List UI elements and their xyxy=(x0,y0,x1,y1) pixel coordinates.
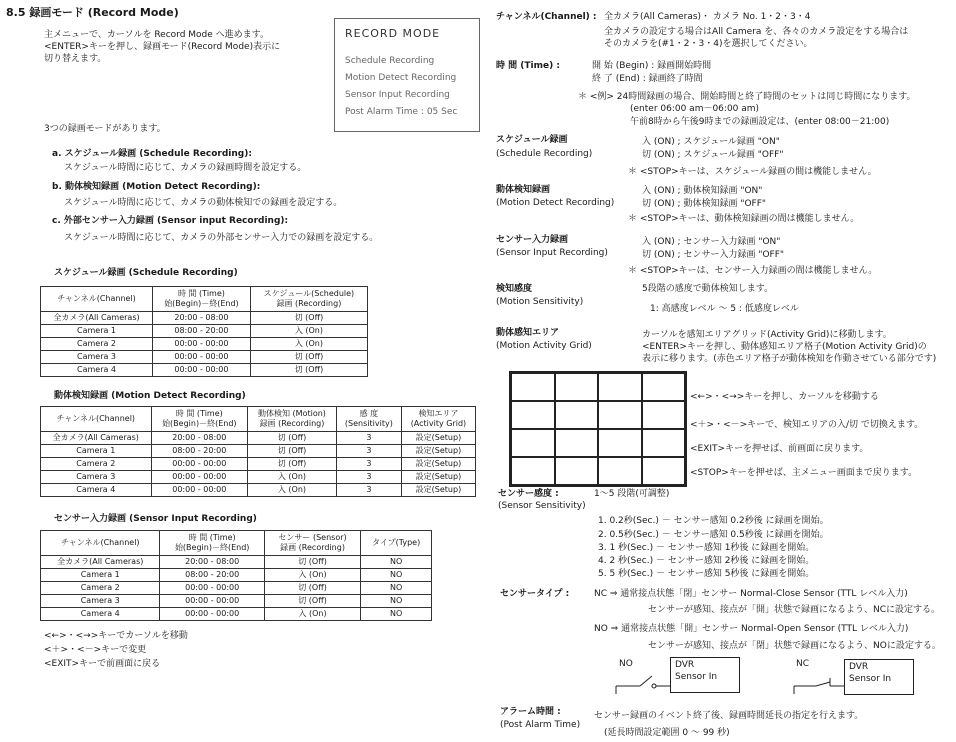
sensor-on: 入 (ON) ; センサー入力録画 "ON" xyxy=(642,237,781,247)
col-motion: 動体検知 (Motion) 録画 (Recording) xyxy=(248,407,337,432)
table-cell: 入 (On) xyxy=(264,569,360,582)
table-cell: Camera 3 xyxy=(41,595,160,608)
table-cell: 入 (On) xyxy=(248,484,337,497)
sensitivity-label-en: (Motion Sensitivity) xyxy=(496,297,584,307)
table-motion xyxy=(40,406,476,497)
channel-note-2: そのカメラを(#1・2・3・4)を選択してください。 xyxy=(604,39,813,49)
grid-cell xyxy=(642,401,686,429)
channel-value: 全カメラ(All Cameras)・ カメラ No. 1・2・3・4 xyxy=(604,12,811,22)
time-example-2: (enter 06:00 am－06:00 am) xyxy=(630,104,760,114)
dvr-label: DVR xyxy=(675,660,695,670)
section-title: 8.5 録画モード (Record Mode) xyxy=(6,6,179,19)
time-example-1: ＊ <例> 24時間録画の場合、開始時間と終了時間のセットは同じ時間になります。 xyxy=(578,92,916,102)
table-cell: 入 (On) xyxy=(250,325,367,338)
footer-line-3: <EXIT>キーで前画面に戻る xyxy=(44,659,161,669)
table-row xyxy=(41,325,368,338)
mode-a-head: a. スケジュール録画 (Schedule Recording): xyxy=(52,149,252,159)
table-cell: 00:00 - 00:00 xyxy=(151,471,248,484)
sensor-sens-item: 3. 1 秒(Sec.) － センサー感知 1秒後 に録画を開始。 xyxy=(598,543,815,553)
intro-line-1: 主メニューで、カーソルを Record Mode へ進めます。 xyxy=(44,30,269,40)
channel-note-1: 全カメラの設定する場合はAll Camera を、各々のカメラ設定をする場合は xyxy=(604,27,909,37)
switch-nc-icon xyxy=(792,668,844,694)
menu-item-post-alarm: Post Alarm Time : 05 Sec xyxy=(345,107,458,117)
col-time: 時 間 (Time) 始(Begin)－終(End) xyxy=(160,531,264,556)
table-cell: 切 (Off) xyxy=(250,351,367,364)
mode-c-head: c. 外部センサー入力録画 (Sensor input Recording): xyxy=(52,216,289,226)
area-desc-3: 表示に移ります。(赤色エリア格子が動体検知を作動させている部分です) xyxy=(642,354,937,364)
table-cell: 切 (Off) xyxy=(250,364,367,377)
table-row xyxy=(41,556,432,569)
col-schedule: スケジュール(Schedule) 録画 (Recording) xyxy=(250,287,367,312)
menu-item-schedule: Schedule Recording xyxy=(345,56,435,66)
schedule-off: 切 (ON) ; スケジュール録画 "OFF" xyxy=(642,150,784,160)
table-cell: NO xyxy=(361,608,432,621)
table-cell: 00:00 - 00:00 xyxy=(151,458,248,471)
grid-cell xyxy=(555,429,599,457)
mode-b-desc: スケジュール時間に応じて、カメラの動体検知での録画を設定する。 xyxy=(64,198,343,208)
table-sensor xyxy=(40,530,432,621)
table-cell: 3 xyxy=(336,445,401,458)
table-cell: 入 (On) xyxy=(250,338,367,351)
grid-cell xyxy=(511,429,555,457)
table-row xyxy=(41,582,432,595)
time-begin: 開 始 (Begin) : 録画開始時間 xyxy=(592,61,712,71)
alarm-label: アラーム時間 : xyxy=(500,707,561,717)
table-row xyxy=(41,458,476,471)
alarm-range: (延長時間設定範囲 0 ～ 99 秒) xyxy=(604,728,730,738)
sensitivity-label: 検知感度 xyxy=(496,284,533,294)
sensor-off: 切 (ON) ; センサー入力録画 "OFF" xyxy=(642,250,785,260)
motion-off: 切 (ON) ; 動体検知録画 "OFF" xyxy=(642,199,767,209)
sensor-type-label: センサータイプ : xyxy=(500,589,570,599)
table-cell: 切 (Off) xyxy=(248,458,337,471)
table-cell: 08:00 - 20:00 xyxy=(153,325,251,338)
area-desc-1: カーソルを感知エリアグリッド(Activity Grid)に移動します。 xyxy=(642,330,892,340)
table-motion-title: 動体検知録画 (Motion Detect Recording) xyxy=(54,391,246,401)
mode-a-desc: スケジュール時間に応じて、カメラの録画時間を設定する。 xyxy=(64,163,307,173)
table-cell: NO xyxy=(361,582,432,595)
sensitivity-desc: 5段階の感度で動体検知します。 xyxy=(642,284,774,294)
sensor-sens-item: 1. 0.2秒(Sec.) － センサー感知 0.2秒後 に録画を開始。 xyxy=(598,516,829,526)
table-cell: NO xyxy=(361,569,432,582)
table-row xyxy=(41,364,368,377)
dvr-label: DVR xyxy=(849,662,869,672)
sensor-type-no-desc: センサーが感知、接点が「閉」状態で録画になるよう、NOに設定する。 xyxy=(648,641,941,651)
area-label: 動体感知エリア xyxy=(496,328,560,338)
sensor-sens-label: センサー感度 : xyxy=(498,489,559,499)
table-sensor-title: センサー入力録画 (Sensor Input Recording) xyxy=(54,514,257,524)
table-row xyxy=(41,608,432,621)
grid-cell xyxy=(642,373,686,401)
sensor-in-label: Sensor In xyxy=(675,671,718,682)
motion-label-en: (Motion Detect Recording) xyxy=(496,198,615,208)
diagram-label-no: NO xyxy=(619,659,633,669)
table-cell: 00:00 - 00:00 xyxy=(160,582,264,595)
grid-cell xyxy=(555,373,599,401)
dvr-box-2 xyxy=(844,659,914,695)
col-channel: チャンネル(Channel) xyxy=(41,407,152,432)
grid-cell xyxy=(598,401,642,429)
table-cell: 切 (Off) xyxy=(248,445,337,458)
table-cell: 切 (Off) xyxy=(264,582,360,595)
table-cell: 全カメラ(All Cameras) xyxy=(41,556,160,569)
table-cell: Camera 2 xyxy=(41,458,152,471)
table-cell: 08:00 - 20:00 xyxy=(151,445,248,458)
table-cell: Camera 2 xyxy=(41,338,153,351)
motion-on: 入 (ON) ; 動体検知録画 "ON" xyxy=(642,186,763,196)
table-cell: 00:00 - 00:00 xyxy=(153,351,251,364)
table-cell: 切 (Off) xyxy=(264,556,360,569)
grid-note-1: <←>・<→>キーを押し、カーソルを移動する xyxy=(690,392,879,402)
grid-cell xyxy=(642,429,686,457)
grid-note-2: <＋>・<－>キーで、検知エリアの入/切 で切換えます。 xyxy=(690,420,924,430)
table-cell: 20:00 - 08:00 xyxy=(153,312,251,325)
table-cell: 20:00 - 08:00 xyxy=(160,556,264,569)
table-cell: 20:00 - 08:00 xyxy=(151,432,248,445)
grid-cell xyxy=(511,373,555,401)
table-cell: Camera 3 xyxy=(41,471,152,484)
table-cell: Camera 1 xyxy=(41,325,153,338)
grid-cell xyxy=(511,457,555,485)
col-sensor: センサー (Sensor) 録画 (Recording) xyxy=(264,531,360,556)
table-cell: NO xyxy=(361,595,432,608)
table-cell: 設定(Setup) xyxy=(401,445,475,458)
table-cell: Camera 3 xyxy=(41,351,153,364)
table-cell: 3 xyxy=(336,471,401,484)
table-row xyxy=(41,569,432,582)
motion-note: ＊ <STOP>キーは、動体検知録画の間は機能しません。 xyxy=(628,214,860,224)
table-cell: 00:00 - 00:00 xyxy=(160,608,264,621)
table-cell: Camera 4 xyxy=(41,608,160,621)
time-label: 時 間 (Time) : xyxy=(496,61,560,71)
col-sensitivity: 感 度 (Sensitivity) xyxy=(336,407,401,432)
table-cell: Camera 4 xyxy=(41,364,153,377)
table-schedule xyxy=(40,286,368,377)
diagram-label-nc: NC xyxy=(796,659,810,669)
sensor-in-label: Sensor In xyxy=(849,673,892,684)
mode-c-desc: スケジュール時間に応じて、カメラの外部センサー入力での録画を設定する。 xyxy=(64,233,379,243)
table-cell: 00:00 - 00:00 xyxy=(153,364,251,377)
activity-grid xyxy=(509,371,687,487)
col-time: 時 間 (Time) 始(Begin)－終(End) xyxy=(151,407,248,432)
sensor-sens-item: 2. 0.5秒(Sec.) － センサー感知 0.5秒後 に録画を開始。 xyxy=(598,530,829,540)
sensor-label: センサー入力録画 xyxy=(496,235,569,245)
schedule-label-en: (Schedule Recording) xyxy=(496,149,593,159)
table-cell: 入 (On) xyxy=(264,608,360,621)
menu-item-motion: Motion Detect Recording xyxy=(345,73,457,83)
col-channel: チャンネル(Channel) xyxy=(41,531,160,556)
table-row xyxy=(41,471,476,484)
motion-label: 動体検知録画 xyxy=(496,185,551,195)
col-activity-grid: 検知エリア (Activity Grid) xyxy=(401,407,475,432)
table-cell: 08:00 - 20:00 xyxy=(160,569,264,582)
sensor-sens-item: 4. 2 秒(Sec.) － センサー感知 2秒後 に録画を開始。 xyxy=(598,556,815,566)
col-type: タイプ(Type) xyxy=(361,531,432,556)
modes-intro: 3つの録画モードがあります。 xyxy=(44,124,166,134)
grid-cell xyxy=(598,457,642,485)
area-label-en: (Motion Activity Grid) xyxy=(496,341,592,351)
table-cell: 設定(Setup) xyxy=(401,458,475,471)
table-cell: 切 (Off) xyxy=(264,595,360,608)
sensor-sens-label-en: (Sensor Sensitivity) xyxy=(498,501,586,511)
schedule-label: スケジュール録画 xyxy=(496,135,568,145)
table-cell: 切 (Off) xyxy=(250,312,367,325)
table-cell: 設定(Setup) xyxy=(401,432,475,445)
grid-cell xyxy=(555,401,599,429)
record-mode-menu-box xyxy=(334,18,480,132)
time-end: 終 了 (End) : 録画終了時間 xyxy=(592,74,703,84)
sensor-sens-range: 1～5 段階(可調整) xyxy=(594,489,670,499)
area-desc-2: <ENTER>キーを押し、動体感知エリア格子(Motion Activity Grid)の xyxy=(642,342,927,352)
table-cell: 入 (On) xyxy=(248,471,337,484)
table-row xyxy=(41,432,476,445)
table-row xyxy=(41,484,476,497)
grid-cell xyxy=(642,457,686,485)
intro-line-2: <ENTER>キーを押し、録画モード(Record Mode)表示に xyxy=(44,42,281,52)
mode-b-head: b. 動体検知録画 (Motion Detect Recording): xyxy=(52,182,261,192)
table-cell: 設定(Setup) xyxy=(401,484,475,497)
switch-no-icon xyxy=(614,668,670,694)
grid-cell xyxy=(598,429,642,457)
table-cell: NO xyxy=(361,556,432,569)
sensor-sens-item: 5. 5 秒(Sec.) － センサー感知 5秒後 に録画を開始。 xyxy=(598,569,815,579)
dvr-box-1 xyxy=(670,657,740,693)
menu-item-sensor: Sensor Input Recording xyxy=(345,90,450,100)
schedule-note: ＊ <STOP>キーは、スケジュール録画の間は機能しません。 xyxy=(628,167,877,177)
alarm-label-en: (Post Alarm Time) xyxy=(500,720,581,730)
alarm-desc: センサー録画のイベント終了後、録画時間延長の指定を行えます。 xyxy=(594,711,864,721)
sensitivity-levels: 1: 高感度レベル ～ 5 : 低感度レベル xyxy=(650,304,799,314)
channel-label: チャンネル(Channel) : xyxy=(496,12,597,22)
table-cell: 00:00 - 00:00 xyxy=(151,484,248,497)
table-row xyxy=(41,445,476,458)
schedule-on: 入 (ON) ; スケジュール録画 "ON" xyxy=(642,137,780,147)
grid-cell xyxy=(555,457,599,485)
sensor-type-nc: NC ⇒ 通常接点状態「閉」センサー Normal-Close Sensor (TTL レベル入力) xyxy=(594,589,908,599)
grid-cell xyxy=(598,373,642,401)
table-cell: Camera 1 xyxy=(41,445,152,458)
table-row xyxy=(41,595,432,608)
table-cell: 切 (Off) xyxy=(248,432,337,445)
table-cell: 全カメラ(All Cameras) xyxy=(41,312,153,325)
table-cell: 3 xyxy=(336,432,401,445)
table-cell: Camera 2 xyxy=(41,582,160,595)
grid-note-4: <STOP>キーを押せば、主メニュー画面まで戻ります。 xyxy=(690,468,918,478)
col-channel: チャンネル(Channel) xyxy=(41,287,153,312)
table-cell: 3 xyxy=(336,458,401,471)
intro-line-3: 切り替えます。 xyxy=(44,54,107,64)
time-example-3: 午前8時から午後9時までの録画設定は、(enter 08:00－21:00) xyxy=(630,117,890,127)
table-cell: 全カメラ(All Cameras) xyxy=(41,432,152,445)
grid-note-3: <EXIT>キーを押せば、前画面に戻ります。 xyxy=(690,444,869,454)
menu-title: RECORD MODE xyxy=(345,27,441,40)
footer-line-1: <←>・<→>キーでカーソルを移動 xyxy=(44,631,188,641)
table-cell: 3 xyxy=(336,484,401,497)
table-cell: 設定(Setup) xyxy=(401,471,475,484)
table-row xyxy=(41,312,368,325)
grid-cell xyxy=(511,401,555,429)
table-cell: Camera 1 xyxy=(41,569,160,582)
sensor-type-no: NO ⇒ 通常接点状態「開」センサー Normal-Open Sensor (TTL レベル入力) xyxy=(594,624,909,634)
table-row xyxy=(41,338,368,351)
footer-line-2: <＋>・<－>キーで変更 xyxy=(44,645,147,655)
col-time: 時 間 (Time) 始(Begin)－終(End) xyxy=(153,287,251,312)
sensor-label-en: (Sensor Input Recording) xyxy=(496,248,608,258)
table-schedule-title: スケジュール録画 (Schedule Recording) xyxy=(54,268,238,278)
table-cell: Camera 4 xyxy=(41,484,152,497)
sensor-type-nc-desc: センサーが感知、接点が「開」状態で録画になるよう、NCに設定する。 xyxy=(648,605,941,615)
table-row xyxy=(41,351,368,364)
table-cell: 00:00 - 00:00 xyxy=(153,338,251,351)
table-cell: 00:00 - 00:00 xyxy=(160,595,264,608)
sensor-note: ＊ <STOP>キーは、センサー入力録画の間は機能しません。 xyxy=(628,266,878,276)
